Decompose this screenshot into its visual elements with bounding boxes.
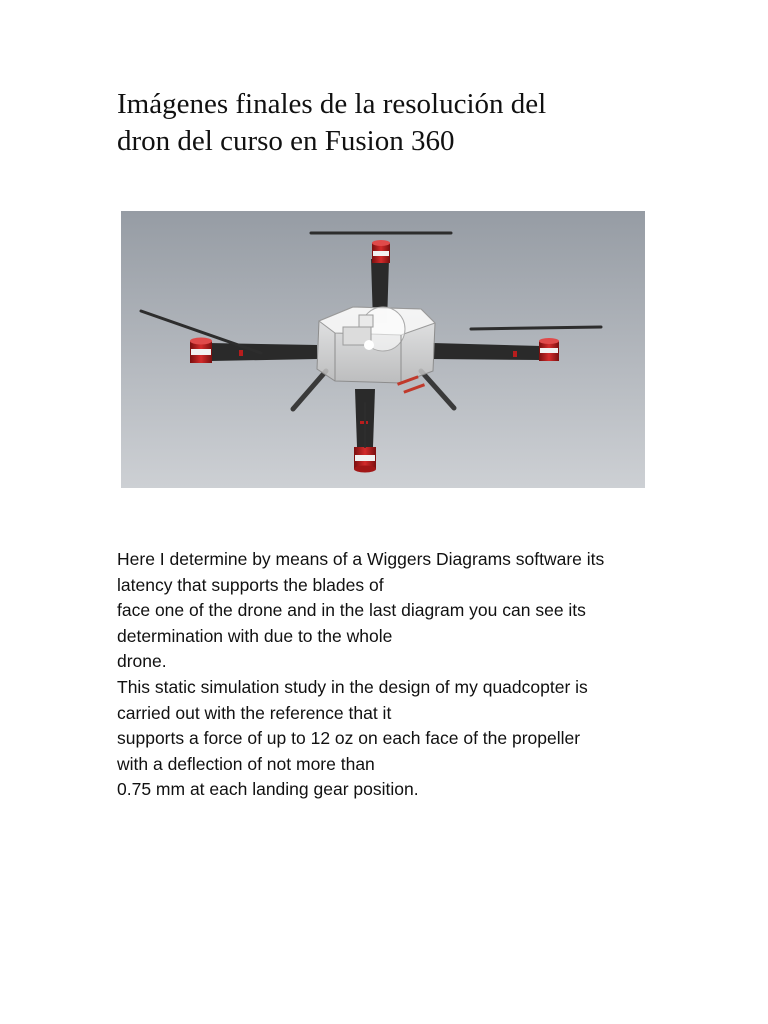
body-line-1: Here I determine by means of a Wiggers Diagrams software its xyxy=(117,549,605,569)
body-line-10: 0.75 mm at each landing gear position. xyxy=(117,779,419,800)
body-line-4: determination with due to the whole xyxy=(117,625,393,646)
motor-right xyxy=(539,338,559,361)
body-line-9: with a deflection of not more than xyxy=(117,753,375,774)
body-line-8: supports a force of up to 12 oz on each face of the propeller xyxy=(117,728,581,749)
document-title xyxy=(117,86,677,160)
motor-left xyxy=(190,338,212,364)
title-line-1: Imágenes finales de la resolución del xyxy=(117,88,547,120)
body-line-6: This static simulation study in the design of my quadcopter is xyxy=(117,676,588,697)
title-line-2: dron del curso en Fusion 360 xyxy=(117,125,455,157)
body-line-3: face one of the drone and in the last diagram you can see its xyxy=(117,600,586,621)
motor-bottom xyxy=(354,447,376,473)
motor-top xyxy=(372,240,390,263)
body-line-2: latency that supports the blades of xyxy=(117,574,384,595)
drone-render-image xyxy=(121,211,645,488)
drone-render-svg xyxy=(121,211,645,488)
body-line-7: carried out with the reference that it xyxy=(117,702,392,723)
body-paragraph xyxy=(117,547,677,803)
body-line-5: drone. xyxy=(117,651,167,672)
